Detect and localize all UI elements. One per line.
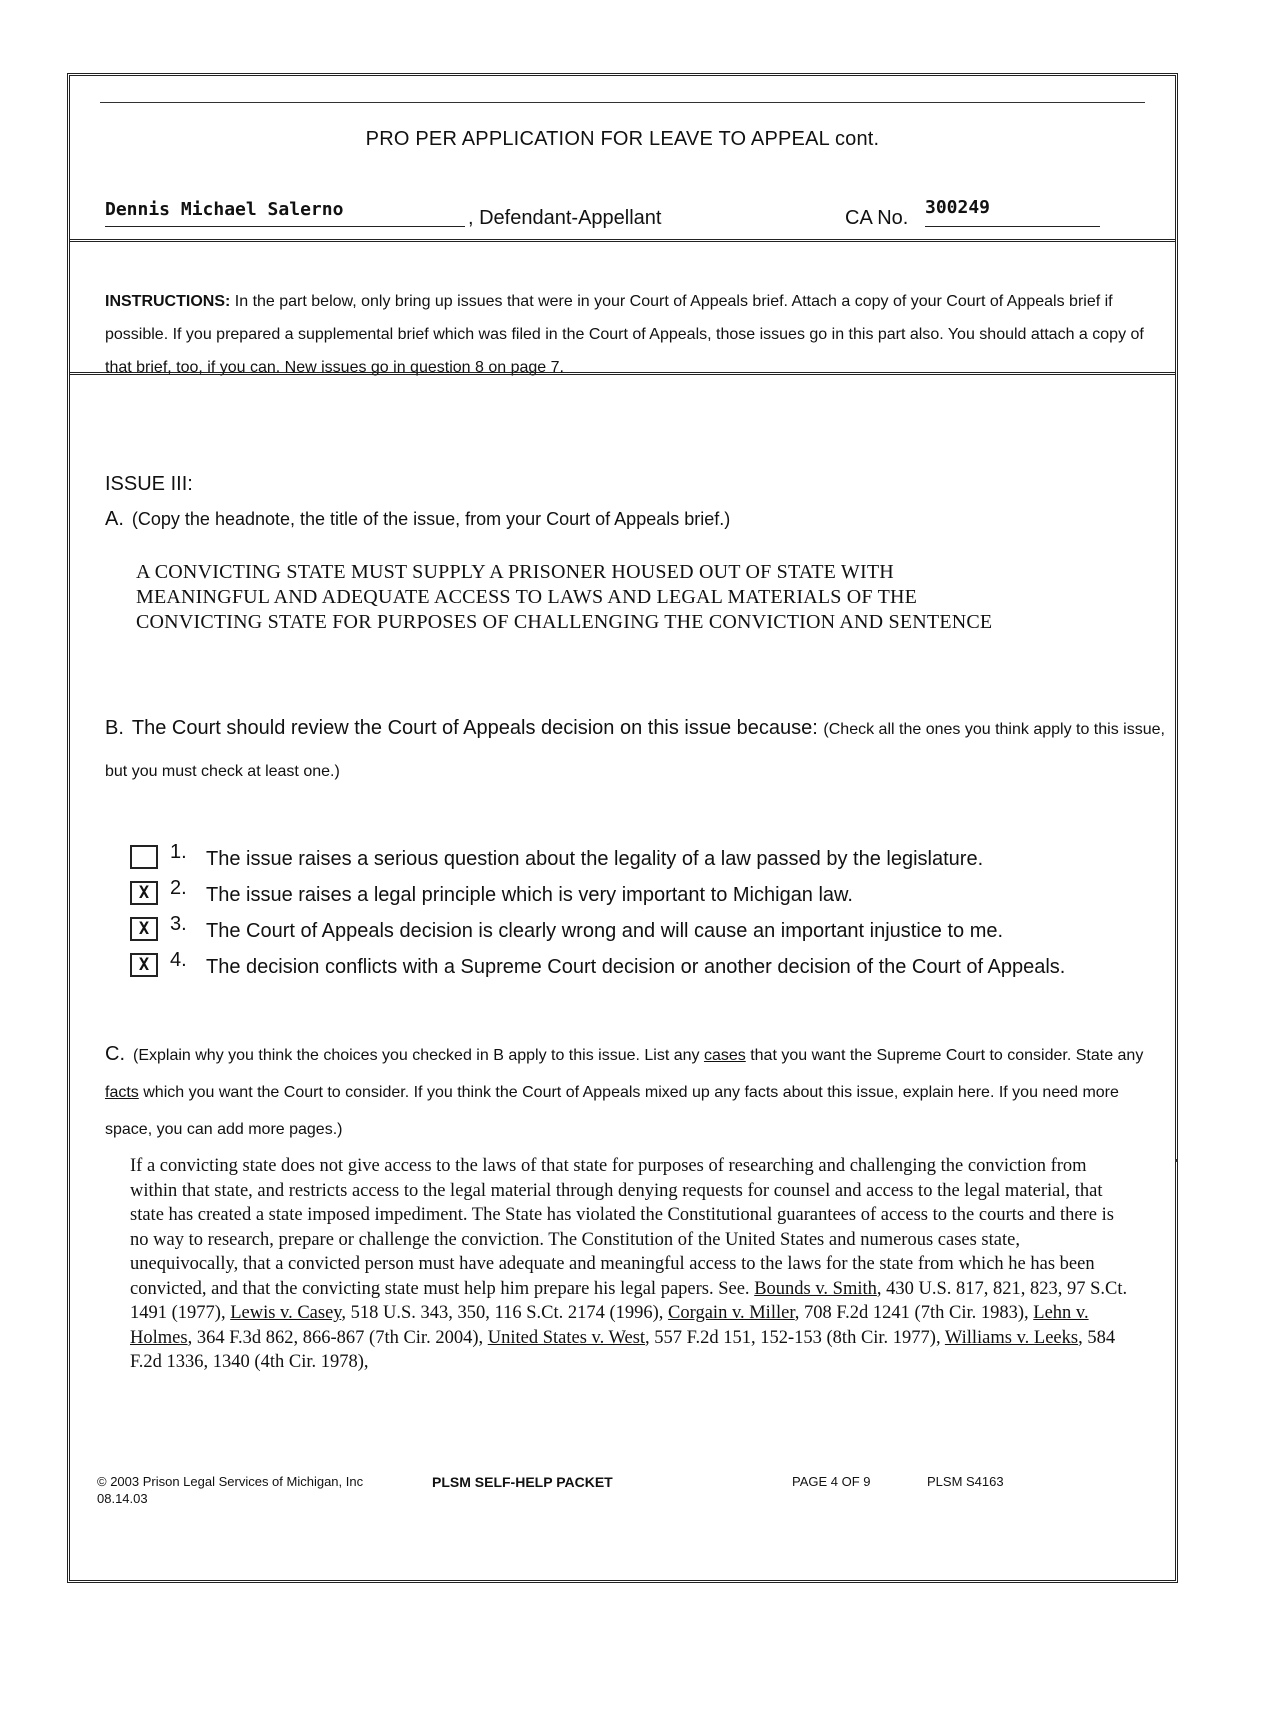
ca-number-label: CA No. [845,207,909,229]
review-reason-option [130,913,1170,949]
citation-detail: , 584 F.2d 1336, 1340 (4th Cir. 1978), [130,1327,1116,1372]
section-b-prompt [105,708,1165,792]
instructions-label: INSTRUCTIONS: [105,293,231,310]
top-rule [100,102,1145,103]
footer-date: 08.14.03 [97,1491,148,1506]
review-reason-option [130,841,1170,877]
headnote-text[interactable] [136,560,1156,635]
instructions-text: In the part below, only bring up issues that were in your Court of Appeals brief. Attach a copy of your Court of Appeals brief if possible. If you prepared a supplemental brief which was filed in the Court of Appeals, those issues go in this part also. You should attach a copy of that brief, too, if you can. New issues go in question 8 on page 7. [105,293,1144,376]
option-text: The issue raises a legal principle which is very important to Michigan law. [206,884,853,906]
explanation-paragraph: If a convicting state does not give access to the laws of that state for purposes of researching and challenging the conviction from within that state, and restricts access to the legal material through denying requests for counsel and access to the legal material, that state has created a state imposed impediment. The State has violated the Constitutional guarantees of access to the courts and there is no way to research, prepare or challenge the conviction. The Constitution of the United States and numerous cases state, unequivocally, that a convicted person must have adequate and meaningful access to the laws for the state from which he has been convicted, and that the convicting state must help him prepare his legal papers. See. [130,1156,1114,1299]
option-number: 3. [170,913,187,935]
section-a-text: (Copy the headnote, the title of the issue, from your Court of Appeals brief.) [131,509,731,529]
case-citation: United States v. West [487,1327,646,1348]
issue-heading: ISSUE III: [105,473,193,495]
checkbox[interactable]: X [130,953,158,977]
footer-copyright: © 2003 Prison Legal Services of Michigan, Inc [97,1474,364,1489]
citation-detail: , 518 U.S. 343, 350, 116 S.Ct. 2174 (1996), [341,1303,669,1323]
section-c-text: which you want the Court to consider. If you think the Court of Appeals mixed up any facts about this issue, explain here. If you need more space, you can add more pages.) [105,1084,1119,1138]
option-text: The issue raises a serious question about the legality of a law passed by the legislature. [206,848,984,870]
section-c-text: (Explain why you think the choices you checked in B apply to this issue. List any [133,1047,704,1064]
case-citation: Corgain v. Miller [668,1303,795,1323]
citation-detail: , 708 F.2d 1241 (7th Cir. 1983), [794,1303,1034,1323]
section-a-letter: A. [105,508,124,530]
case-citation: Lewis v. Casey [230,1303,342,1323]
explanation-text[interactable] [130,1154,1130,1375]
cases-word: cases [703,1047,746,1064]
option-number: 2. [170,877,187,899]
headnote-line: CONVICTING STATE FOR PURPOSES OF CHALLENGING THE CONVICTION AND SENTENCE [136,611,993,633]
citation-detail: , 430 U.S. 817, 821, 823, 97 S.Ct. 1491 (1977), [130,1278,1128,1323]
section-c-letter: C. [105,1043,125,1065]
footer-page-number: PAGE 4 OF 9 [792,1474,871,1489]
case-citation: Williams v. Leeks [944,1327,1079,1348]
section-a-prompt [105,508,730,531]
review-reason-option [130,949,1170,1021]
footer-code: PLSM S4163 [927,1474,1004,1489]
section-c-text: that you want the Supreme Court to consider. State any [745,1047,1144,1064]
checkbox[interactable] [130,845,158,869]
review-reason-option [130,877,1170,913]
divider [70,372,1175,375]
case-citation: Bounds v. Smith [754,1278,877,1299]
case-citation: Lehn v. Holmes [130,1303,1089,1348]
stray-mark [1175,1159,1178,1162]
divider [70,239,1175,242]
instructions-block [105,285,1160,384]
section-b-note: (Check all the ones you think apply to this issue, but you must check at least one.) [105,721,1165,780]
checkbox[interactable]: X [130,917,158,941]
headnote-line: MEANINGFUL AND ADEQUATE ACCESS TO LAWS AND LEGAL MATERIALS OF THE [136,586,918,608]
facts-word: facts [105,1084,139,1101]
section-c-prompt [105,1036,1165,1148]
headnote-line: A CONVICTING STATE MUST SUPPLY A PRISONER HOUSED OUT OF STATE WITH [136,561,894,583]
footer-packet: PLSM SELF-HELP PACKET [432,1474,613,1490]
option-text: The Court of Appeals decision is clearly wrong and will cause an important injustice to me. [206,920,1004,942]
section-b-letter: B. [105,717,124,739]
defendant-role-label: , Defendant-Appellant [468,207,662,229]
option-text: The decision conflicts with a Supreme Court decision or another decision of the Court of Appeals. [206,956,1066,978]
option-number: 1. [170,841,187,863]
citation-detail: , 364 F.3d 862, 866-867 (7th Cir. 2004), [187,1327,488,1348]
option-number: 4. [170,949,187,971]
review-reasons-list [130,841,1170,1021]
citation-detail: , 557 F.2d 151, 152-153 (8th Cir. 1977), [645,1327,945,1348]
form-frame [67,73,1178,1583]
page-title: PRO PER APPLICATION FOR LEAVE TO APPEAL cont. [365,128,880,150]
section-b-text: The Court should review the Court of Appeals decision on this issue because: [131,717,818,739]
checkbox[interactable]: X [130,881,158,905]
ca-number-field[interactable]: 300249 [925,197,1100,227]
defendant-name-field[interactable]: Dennis Michael Salerno [105,199,465,227]
